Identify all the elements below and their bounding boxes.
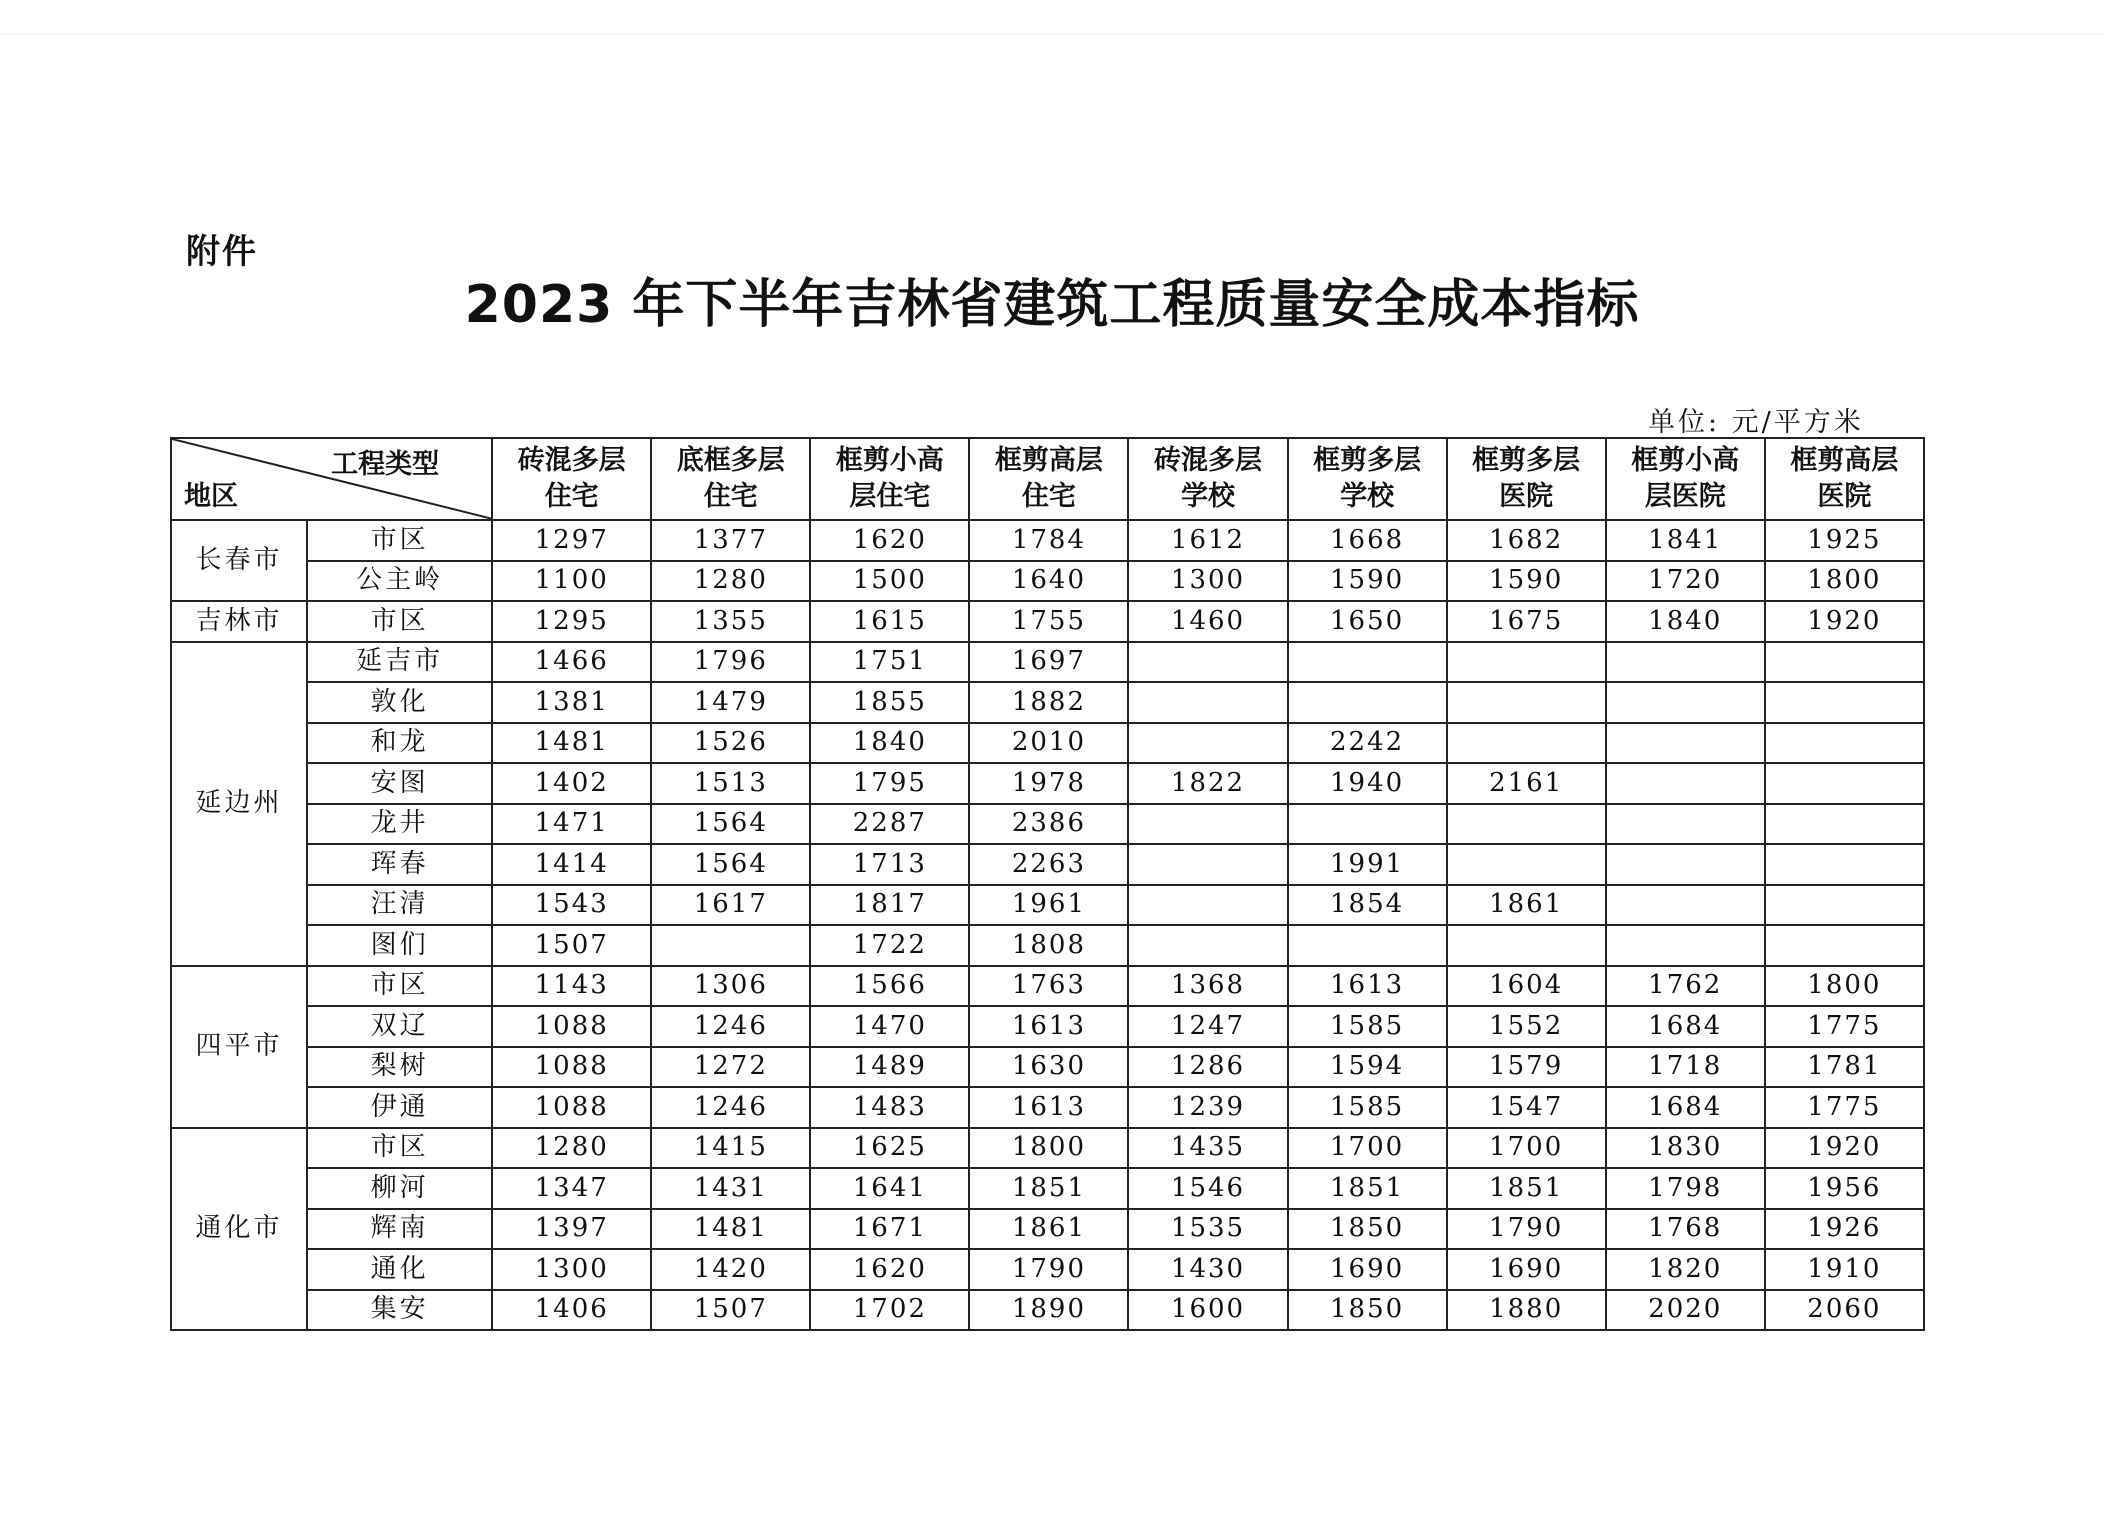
value-cell: 1820 (1606, 1249, 1765, 1290)
table-row (171, 723, 1924, 764)
subregion-cell: 汪清 (307, 885, 492, 926)
value-cell (1128, 885, 1287, 926)
value-cell: 1700 (1288, 1128, 1447, 1169)
table-row (171, 1087, 1924, 1128)
value-cell: 1781 (1765, 1047, 1924, 1088)
value-cell: 1306 (651, 966, 810, 1007)
value-cell (1606, 804, 1765, 845)
region-cell: 长春市 (171, 520, 307, 601)
value-cell (1606, 844, 1765, 885)
value-cell: 1713 (810, 844, 969, 885)
value-cell: 1920 (1765, 601, 1924, 642)
value-cell: 1861 (1447, 885, 1606, 926)
value-cell (1765, 925, 1924, 966)
value-cell: 1286 (1128, 1047, 1287, 1088)
value-cell: 1430 (1128, 1249, 1287, 1290)
value-cell: 2263 (969, 844, 1128, 885)
value-cell: 1795 (810, 763, 969, 804)
corner-label-region: 地区 (184, 480, 238, 512)
value-cell (1765, 844, 1924, 885)
value-cell: 1355 (651, 601, 810, 642)
value-cell: 1272 (651, 1047, 810, 1088)
value-cell: 1500 (810, 561, 969, 602)
table-row (171, 1168, 1924, 1209)
value-cell (1606, 885, 1765, 926)
corner-label-project-type: 工程类型 (331, 449, 440, 480)
value-cell: 1822 (1128, 763, 1287, 804)
subregion-cell: 珲春 (307, 844, 492, 885)
value-cell: 1088 (492, 1006, 651, 1047)
subregion-cell: 市区 (307, 1128, 492, 1169)
value-cell: 1641 (810, 1168, 969, 1209)
value-cell: 1377 (651, 520, 810, 561)
value-cell (1128, 925, 1287, 966)
value-cell (1447, 682, 1606, 723)
value-cell: 1280 (492, 1128, 651, 1169)
value-cell (1606, 682, 1765, 723)
subregion-cell: 公主岭 (307, 561, 492, 602)
subregion-cell: 伊通 (307, 1087, 492, 1128)
subregion-cell: 梨树 (307, 1047, 492, 1088)
value-cell: 1470 (810, 1006, 969, 1047)
value-cell (1128, 844, 1287, 885)
subregion-cell: 敦化 (307, 682, 492, 723)
subregion-cell: 通化 (307, 1249, 492, 1290)
value-cell: 1481 (492, 723, 651, 764)
value-cell: 1590 (1447, 561, 1606, 602)
value-cell: 2161 (1447, 763, 1606, 804)
value-cell: 1613 (969, 1006, 1128, 1047)
value-cell: 1851 (1447, 1168, 1606, 1209)
value-cell: 1420 (651, 1249, 810, 1290)
table-row (171, 682, 1924, 723)
value-cell: 1585 (1288, 1087, 1447, 1128)
value-cell: 1526 (651, 723, 810, 764)
value-cell: 1851 (1288, 1168, 1447, 1209)
table-row (171, 561, 1924, 602)
value-cell: 1880 (1447, 1290, 1606, 1331)
value-cell: 1579 (1447, 1047, 1606, 1088)
value-cell: 1600 (1128, 1290, 1287, 1331)
value-cell: 1246 (651, 1006, 810, 1047)
table-row (171, 601, 1924, 642)
value-cell: 1415 (651, 1128, 810, 1169)
subregion-cell: 柳河 (307, 1168, 492, 1209)
value-cell: 1684 (1606, 1006, 1765, 1047)
value-cell: 1850 (1288, 1290, 1447, 1331)
subregion-cell: 安图 (307, 763, 492, 804)
value-cell: 1630 (969, 1047, 1128, 1088)
value-cell: 1295 (492, 601, 651, 642)
value-cell: 1890 (969, 1290, 1128, 1331)
value-cell: 1594 (1288, 1047, 1447, 1088)
table-row (171, 925, 1924, 966)
value-cell (1606, 642, 1765, 683)
value-cell (1447, 723, 1606, 764)
region-cell: 吉林市 (171, 601, 307, 642)
value-cell: 1775 (1765, 1006, 1924, 1047)
value-cell: 1513 (651, 763, 810, 804)
value-cell: 1481 (651, 1209, 810, 1250)
column-header: 框剪小高 层住宅 (810, 438, 969, 520)
value-cell: 1543 (492, 885, 651, 926)
value-cell: 1784 (969, 520, 1128, 561)
subregion-cell: 图们 (307, 925, 492, 966)
table-row (171, 966, 1924, 1007)
value-cell: 1718 (1606, 1047, 1765, 1088)
region-cell: 四平市 (171, 966, 307, 1128)
value-cell (1128, 682, 1287, 723)
value-cell: 1690 (1288, 1249, 1447, 1290)
value-cell: 1566 (810, 966, 969, 1007)
value-cell: 1280 (651, 561, 810, 602)
value-cell: 1414 (492, 844, 651, 885)
subregion-cell: 市区 (307, 520, 492, 561)
value-cell: 1861 (969, 1209, 1128, 1250)
table-row (171, 763, 1924, 804)
value-cell: 1397 (492, 1209, 651, 1250)
value-cell: 1088 (492, 1087, 651, 1128)
value-cell: 1940 (1288, 763, 1447, 804)
value-cell: 1855 (810, 682, 969, 723)
value-cell: 1808 (969, 925, 1128, 966)
value-cell: 1920 (1765, 1128, 1924, 1169)
value-cell: 1590 (1288, 561, 1447, 602)
value-cell: 1800 (1765, 561, 1924, 602)
value-cell: 1850 (1288, 1209, 1447, 1250)
subregion-cell: 龙井 (307, 804, 492, 845)
value-cell: 1368 (1128, 966, 1287, 1007)
value-cell: 1840 (1606, 601, 1765, 642)
value-cell: 1435 (1128, 1128, 1287, 1169)
column-header: 框剪小高 层医院 (1606, 438, 1765, 520)
value-cell: 1625 (810, 1128, 969, 1169)
table-row (171, 1006, 1924, 1047)
value-cell: 1617 (651, 885, 810, 926)
value-cell: 1690 (1447, 1249, 1606, 1290)
value-cell (1606, 763, 1765, 804)
value-cell: 1297 (492, 520, 651, 561)
scan-fold-line (0, 34, 2104, 35)
attachment-label: 附件 (186, 232, 258, 272)
value-cell: 1722 (810, 925, 969, 966)
value-cell: 1882 (969, 682, 1128, 723)
value-cell: 1552 (1447, 1006, 1606, 1047)
column-header: 砖混多层 学校 (1128, 438, 1287, 520)
value-cell: 1702 (810, 1290, 969, 1331)
value-cell (1765, 804, 1924, 845)
cost-index-table (170, 437, 1925, 1331)
value-cell: 1402 (492, 763, 651, 804)
value-cell: 1564 (651, 844, 810, 885)
value-cell: 1546 (1128, 1168, 1287, 1209)
value-cell (1765, 642, 1924, 683)
value-cell: 2060 (1765, 1290, 1924, 1331)
subregion-cell: 双辽 (307, 1006, 492, 1047)
value-cell: 1246 (651, 1087, 810, 1128)
value-cell: 1697 (969, 642, 1128, 683)
value-cell: 1800 (1765, 966, 1924, 1007)
value-cell (1447, 844, 1606, 885)
column-header: 框剪高层 医院 (1765, 438, 1924, 520)
value-cell: 1796 (651, 642, 810, 683)
value-cell (1765, 885, 1924, 926)
value-cell: 1720 (1606, 561, 1765, 602)
value-cell: 1817 (810, 885, 969, 926)
value-cell: 1854 (1288, 885, 1447, 926)
value-cell (1288, 682, 1447, 723)
value-cell: 1684 (1606, 1087, 1765, 1128)
value-cell: 1640 (969, 561, 1128, 602)
value-cell: 1406 (492, 1290, 651, 1331)
value-cell: 1239 (1128, 1087, 1287, 1128)
value-cell: 1851 (969, 1168, 1128, 1209)
value-cell: 1604 (1447, 966, 1606, 1007)
value-cell: 1961 (969, 885, 1128, 926)
corner-header-cell (171, 438, 492, 520)
value-cell: 1700 (1447, 1128, 1606, 1169)
table-row (171, 1290, 1924, 1331)
table-row (171, 642, 1924, 683)
value-cell: 1650 (1288, 601, 1447, 642)
unit-note: 单位: 元/平方米 (1648, 407, 1864, 438)
table-row (171, 520, 1924, 561)
value-cell: 1143 (492, 966, 651, 1007)
value-cell (1447, 925, 1606, 966)
value-cell: 1431 (651, 1168, 810, 1209)
value-cell (1765, 723, 1924, 764)
value-cell: 1564 (651, 804, 810, 845)
value-cell (651, 925, 810, 966)
table-row (171, 844, 1924, 885)
value-cell: 1768 (1606, 1209, 1765, 1250)
value-cell: 1790 (969, 1249, 1128, 1290)
value-cell: 2386 (969, 804, 1128, 845)
value-cell: 1483 (810, 1087, 969, 1128)
value-cell: 1088 (492, 1047, 651, 1088)
column-header: 框剪多层 医院 (1447, 438, 1606, 520)
column-header: 底框多层 住宅 (651, 438, 810, 520)
value-cell (1606, 925, 1765, 966)
value-cell: 1613 (969, 1087, 1128, 1128)
value-cell: 1612 (1128, 520, 1287, 561)
value-cell: 1620 (810, 1249, 969, 1290)
value-cell (1447, 642, 1606, 683)
value-cell: 1925 (1765, 520, 1924, 561)
value-cell: 1466 (492, 642, 651, 683)
value-cell: 1247 (1128, 1006, 1287, 1047)
table-row (171, 1047, 1924, 1088)
value-cell (1128, 723, 1287, 764)
subregion-cell: 集安 (307, 1290, 492, 1331)
value-cell: 1613 (1288, 966, 1447, 1007)
document-title: 2023 年下半年吉林省建筑工程质量安全成本指标 (464, 275, 1640, 335)
value-cell: 2287 (810, 804, 969, 845)
value-cell: 1460 (1128, 601, 1287, 642)
value-cell (1765, 763, 1924, 804)
value-cell: 1507 (651, 1290, 810, 1331)
value-cell: 1800 (969, 1128, 1128, 1169)
subregion-cell: 延吉市 (307, 642, 492, 683)
subregion-cell: 辉南 (307, 1209, 492, 1250)
value-cell (1288, 642, 1447, 683)
value-cell (1288, 804, 1447, 845)
column-header: 砖混多层 住宅 (492, 438, 651, 520)
value-cell: 2010 (969, 723, 1128, 764)
value-cell: 1840 (810, 723, 969, 764)
table-row (171, 885, 1924, 926)
value-cell: 1841 (1606, 520, 1765, 561)
subregion-cell: 市区 (307, 601, 492, 642)
table-body (171, 520, 1924, 1330)
table-row (171, 1128, 1924, 1169)
value-cell: 1489 (810, 1047, 969, 1088)
value-cell: 1775 (1765, 1087, 1924, 1128)
header-row (171, 438, 1924, 520)
value-cell: 1763 (969, 966, 1128, 1007)
value-cell: 1507 (492, 925, 651, 966)
value-cell: 1991 (1288, 844, 1447, 885)
value-cell (1606, 723, 1765, 764)
subregion-cell: 和龙 (307, 723, 492, 764)
column-header: 框剪高层 住宅 (969, 438, 1128, 520)
value-cell: 1762 (1606, 966, 1765, 1007)
region-cell: 通化市 (171, 1128, 307, 1331)
value-cell (1128, 642, 1287, 683)
value-cell: 1100 (492, 561, 651, 602)
value-cell: 1668 (1288, 520, 1447, 561)
value-cell: 1755 (969, 601, 1128, 642)
value-cell: 1620 (810, 520, 969, 561)
value-cell: 1956 (1765, 1168, 1924, 1209)
value-cell: 1671 (810, 1209, 969, 1250)
value-cell: 1830 (1606, 1128, 1765, 1169)
value-cell: 1300 (1128, 561, 1287, 602)
table-row (171, 1209, 1924, 1250)
value-cell (1447, 804, 1606, 845)
value-cell: 1471 (492, 804, 651, 845)
value-cell: 1535 (1128, 1209, 1287, 1250)
column-header: 框剪多层 学校 (1288, 438, 1447, 520)
value-cell: 1910 (1765, 1249, 1924, 1290)
value-cell: 1381 (492, 682, 651, 723)
value-cell: 1790 (1447, 1209, 1606, 1250)
value-cell: 1978 (969, 763, 1128, 804)
table-row (171, 804, 1924, 845)
table-row (171, 1249, 1924, 1290)
value-cell: 1479 (651, 682, 810, 723)
value-cell: 1682 (1447, 520, 1606, 561)
value-cell (1288, 925, 1447, 966)
value-cell: 2020 (1606, 1290, 1765, 1331)
value-cell: 1547 (1447, 1087, 1606, 1128)
region-cell: 延边州 (171, 642, 307, 966)
value-cell: 1751 (810, 642, 969, 683)
value-cell: 1347 (492, 1168, 651, 1209)
value-cell (1765, 682, 1924, 723)
subregion-cell: 市区 (307, 966, 492, 1007)
value-cell: 2242 (1288, 723, 1447, 764)
value-cell: 1675 (1447, 601, 1606, 642)
value-cell (1128, 804, 1287, 845)
value-cell: 1585 (1288, 1006, 1447, 1047)
value-cell: 1300 (492, 1249, 651, 1290)
value-cell: 1926 (1765, 1209, 1924, 1250)
value-cell: 1798 (1606, 1168, 1765, 1209)
value-cell: 1615 (810, 601, 969, 642)
